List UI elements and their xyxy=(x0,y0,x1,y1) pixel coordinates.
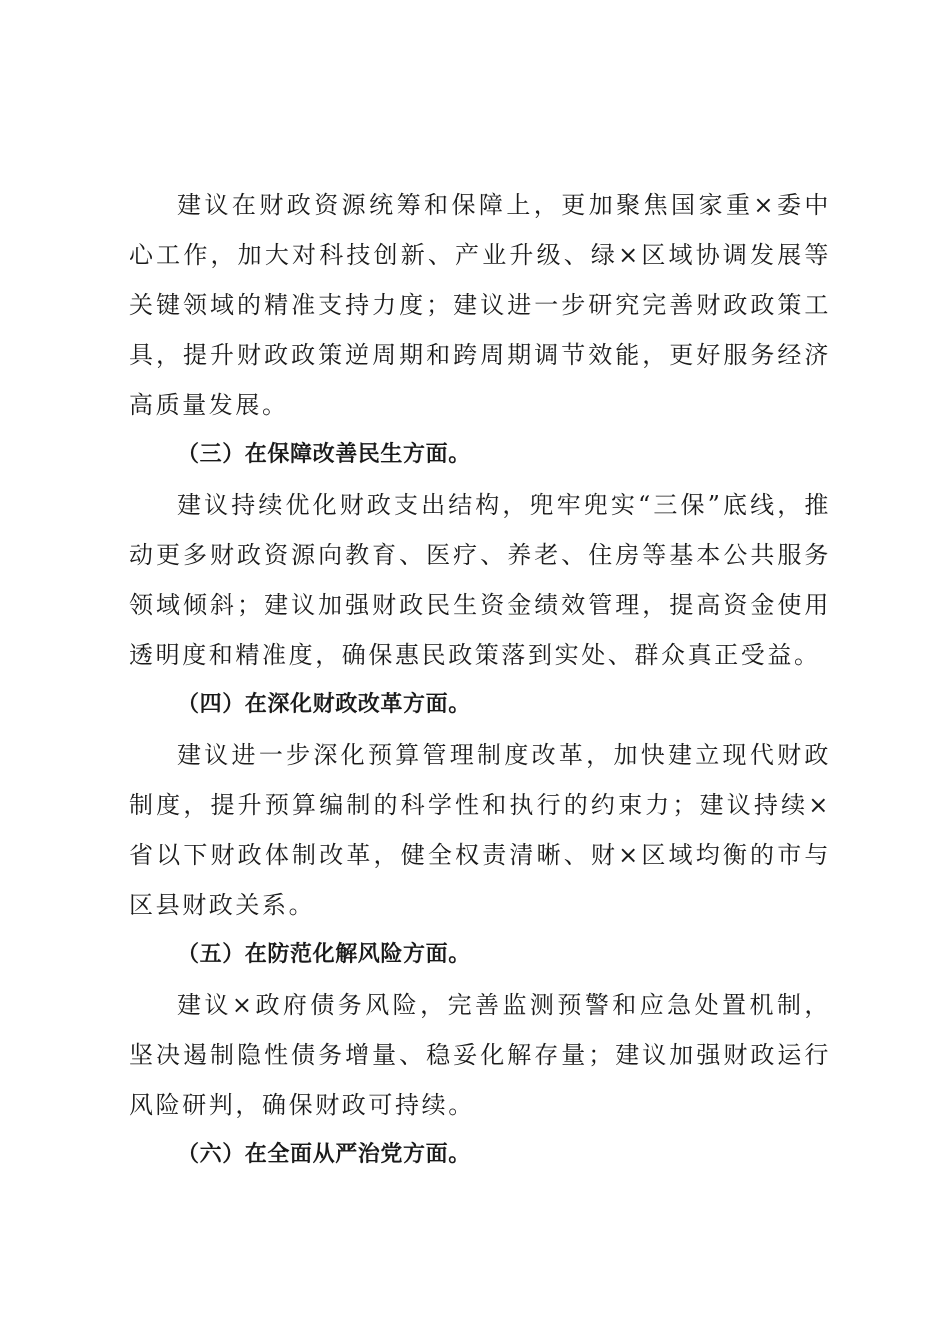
document-page xyxy=(129,180,831,1180)
paragraph-fiscal-reform: 建议进一步深化预算管理制度改革，加快建立现代财政制度，提升预算编制的科学性和执行的约束力；建议持续×省以下财政体制改革，健全权责清晰、财×区域均衡的市与区县财政关系。 xyxy=(129,741,831,919)
section-heading-risk: （五）在防范化解风险方面。 xyxy=(177,942,471,967)
paragraph-livelihood: 建议持续优化财政支出结构，兜牢兜实“三保”底线，推动更多财政资源向教育、医疗、养老、住房等基本公共服务领域倾斜；建议加强财政民生资金绩效管理，提高资金使用透明度和精准度，确保惠民政策落到实处、群众真正受益。 xyxy=(129,491,831,669)
section-heading-livelihood: （三）在保障改善民生方面。 xyxy=(177,442,471,467)
paragraph-risk: 建议×政府债务风险，完善监测预警和应急处置机制，坚决遏制隐性债务增量、稳妥化解存量；建议加强财政运行风险研判，确保财政可持续。 xyxy=(129,991,831,1119)
paragraph-fiscal-resources: 建议在财政资源统筹和保障上，更加聚焦国家重×委中心工作，加大对科技创新、产业升级、绿×区域协调发展等关键领域的精准支持力度；建议进一步研究完善财政政策工具，提升财政政策逆周期和跨周期调节效能，更好服务经济高质量发展。 xyxy=(129,191,831,419)
section-heading-party-governance: （六）在全面从严治党方面。 xyxy=(177,1142,471,1167)
section-heading-fiscal-reform: （四）在深化财政改革方面。 xyxy=(177,692,471,717)
